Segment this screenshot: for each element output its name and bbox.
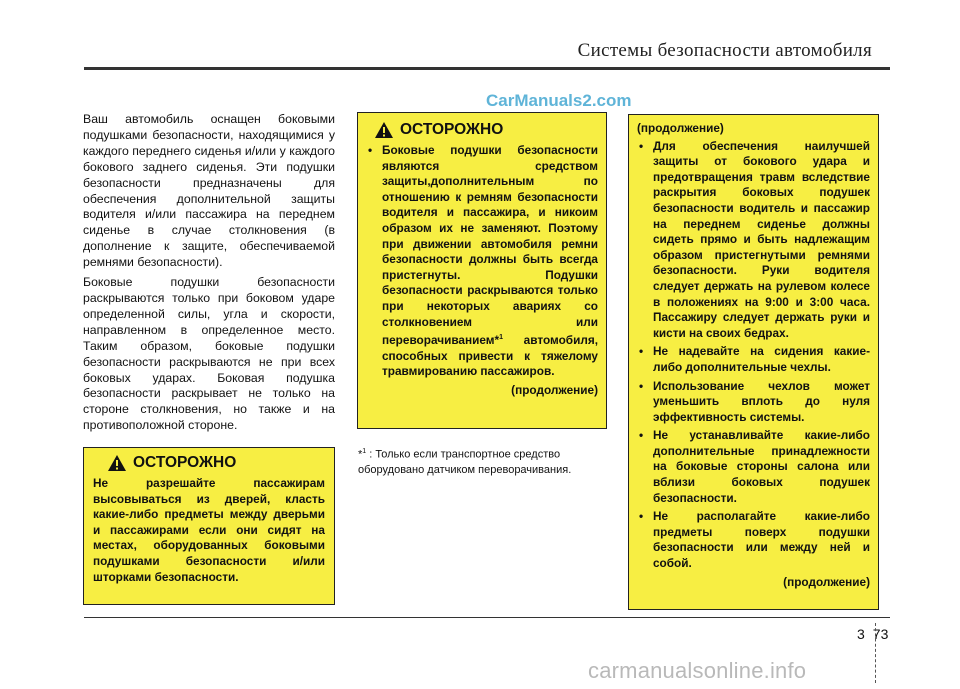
page-number-separator [875, 623, 877, 683]
continued-label-3: (продолжение) [783, 574, 870, 589]
footnote-sep: : [366, 448, 373, 461]
watermark-bottom: carmanualsonline.info [588, 658, 807, 683]
header-divider [84, 67, 890, 70]
warning-list-2 [366, 143, 598, 380]
warning-title-text-2: ОСТОРОЖНО [400, 121, 504, 138]
continued-header-3: (продолжение) [637, 121, 724, 135]
warning-list-3 [637, 139, 870, 572]
warning-triangle-icon [107, 454, 127, 472]
footnote [358, 444, 610, 478]
warning-box-2 [357, 112, 607, 429]
footnote-text: Только если транспортное средство оборудовано датчиком переворачивания. [358, 448, 572, 476]
list-item: • Не устанавливайте какие-либо дополнительные принадлежности на боковые стороны салона или вблизи боковых подушек безопасности. [637, 428, 870, 506]
paragraph-1: Ваш автомобиль оснащен боковыми подушками безопасности, находящимися у каждого переднего сиденья и/или у каждого бокового заднего сиденья. Эти подушки безопасности предназначены для обеспечения дополнительной защиты водителя и/или пассажира на переднем сиденье в случае столкновения (в дополнение к защите, обеспечиваемой ремнями безопасности). [83, 112, 335, 270]
footnote-ref: 1 [499, 334, 503, 342]
footnote-marker: * [358, 448, 363, 461]
warning-item-text: Боковые подушки безопасности являются средством защиты,дополнительным по отношению к ремням безопасности водителя и пассажира, и никоим образом их не заменяют. Поэтому при движении автомобиля ремни безопасности должны быть всегда пристегнуты. Подушки безопасности раскрываются только при некоторых авариях со столкновением или переворачиванием* [382, 143, 598, 348]
warning-item-text-cont: автомобиля, способных привести к тяжелому травмированию пассажиров. [382, 333, 598, 379]
list-item: • Для обеспечения наилучшей защиты от бокового удара и предотвращения травм вследствие раскрытия боковых подушек безопасности водитель и пассажир на переднем сиденье должны сидеть прямо и быть надлежащим образом пристегнутыми ремнями безопасности. Руки водителя следует держать на рулевом колесе в положениях на 9:00 и 3:00 часа. Пассажиру следует держать руки и кисти на своих бедрах. [637, 139, 870, 342]
footer-divider [84, 617, 890, 618]
warning-text-1: Не разрешайте пассажирам высовываться из дверей, класть какие-либо предметы между дверьми и пассажирами если они сидят на местах, оборудованных боковыми подушками безопасности и/или шторками безопасности. [93, 476, 325, 584]
warning-triangle-icon [374, 121, 394, 139]
list-item: • Использование чехлов может уменьшить вплоть до нуля эффективность системы. [637, 379, 870, 426]
section-title: Системы безопасности автомобиля [577, 40, 872, 61]
list-item [366, 143, 598, 380]
list-item: • Не располагайте какие-либо предметы поверх подушки безопасности или между ней и собой. [637, 509, 870, 571]
watermark-top: CarManuals2.com [486, 91, 632, 110]
warning-box-3 [628, 114, 879, 610]
list-item: • Не надевайте на сидения какие-либо дополнительные чехлы. [637, 344, 870, 375]
continued-label-2: (продолжение) [511, 382, 598, 397]
body-text-column [83, 112, 335, 438]
warning-title-1 [93, 454, 325, 472]
paragraph-2: Боковые подушки безопасности раскрываются только при боковом ударе определенной силы, угла и скорости, направленном в определенное место. Таким образом, боковые подушки безопасности раскрываются не при всех боковых ударах. Боковая подушка безопасности раскрывает не только на стороне столкновения, но также и на противоположной стороне. [83, 275, 335, 433]
page-number-value: 73 [872, 626, 889, 642]
footnote-marker-sup: 1 [362, 448, 367, 455]
page-number [857, 626, 888, 642]
warning-title-2 [366, 121, 598, 139]
warning-box-1 [83, 447, 335, 605]
chapter-number: 3 [857, 626, 865, 642]
warning-title-text-1: ОСТОРОЖНО [133, 454, 237, 471]
